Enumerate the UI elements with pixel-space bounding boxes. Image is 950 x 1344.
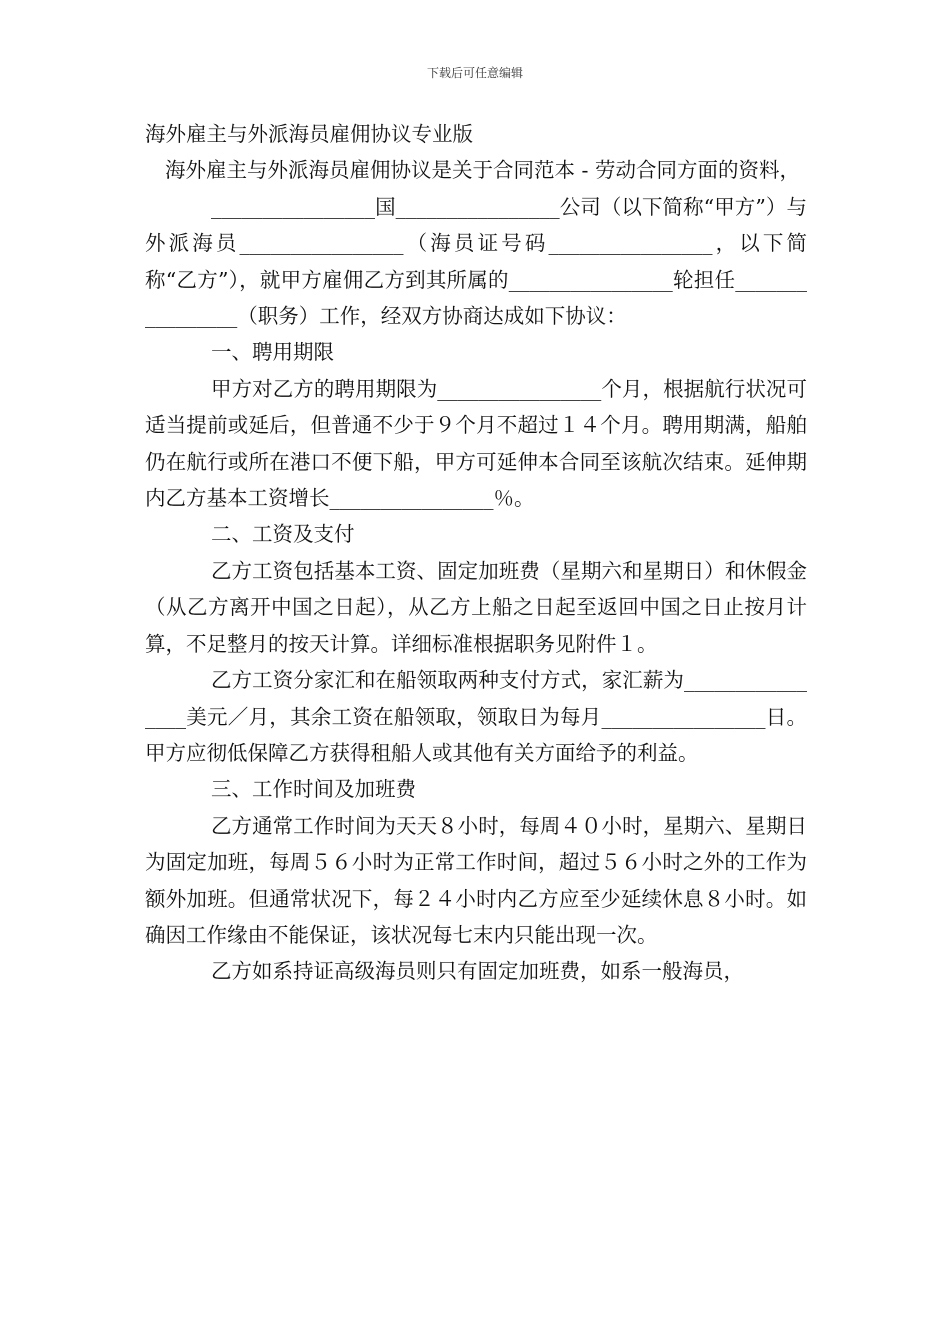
page-header: 下载后可任意编辑 bbox=[426, 66, 523, 80]
section-heading-term: 一、聘用期限 bbox=[211, 340, 334, 365]
term-paragraph: 甲方对乙方的聘用期限为________________个月，根据航行状况可适当提前或延后，但普通不少于９个月不超过１４个月。聘用期满，船舶仍在航行或所在港口不便下船，甲方可延伸本合同至该航次结束。延伸期内乙方基本工资增长________________％。 bbox=[145, 376, 807, 511]
wages-paragraph: 乙方工资包括基本工资、固定加班费（星期六和星期日）和休假金（从乙方离开中国之日起），从乙方上船之日起至返回中国之日止按月计算，不足整月的按天计算。详细标准根据职务见附件１。 bbox=[145, 558, 807, 656]
intro-paragraph: 海外雇主与外派海员雇佣协议是关于合同范本 - 劳动合同方面的资料， bbox=[165, 158, 800, 183]
document-title: 海外雇主与外派海员雇佣协议专业版 bbox=[145, 122, 473, 146]
section-heading-hours: 三、工作时间及加班费 bbox=[211, 777, 416, 802]
section-heading-wages: 二、工资及支付 bbox=[211, 522, 355, 547]
overtime-paragraph: 乙方如系持证高级海员则只有固定加班费，如系一般海员， bbox=[211, 959, 744, 984]
document-body bbox=[145, 116, 807, 990]
hours-paragraph: 乙方通常工作时间为天天８小时，每周４０小时，星期六、星期日为固定加班，每周５６小时为正常工作时间，超过５６小时之外的工作为额外加班。但通常状况下，每２４小时内乙方应至少延续休息８小时。如确因工作缘由不能保证，该状况每七末内只能出现一次。 bbox=[145, 813, 807, 947]
payment-paragraph: 乙方工资分家汇和在船领取两种支付方式，家汇薪为________________美元／月，其余工资在船领取，领取日为每月________________日。甲方应彻低保障乙方获得租船人或其他有关方面给予的利益。 bbox=[145, 668, 807, 765]
parties-paragraph: ________________国________________公司（以下简称“甲方”）与外派海员________________（海员证号码________________，以下简称“乙方”），就甲方雇佣乙方到其所属的________________轮担任________________（职务）工作，经双方协商达成如下协议： bbox=[145, 194, 807, 329]
